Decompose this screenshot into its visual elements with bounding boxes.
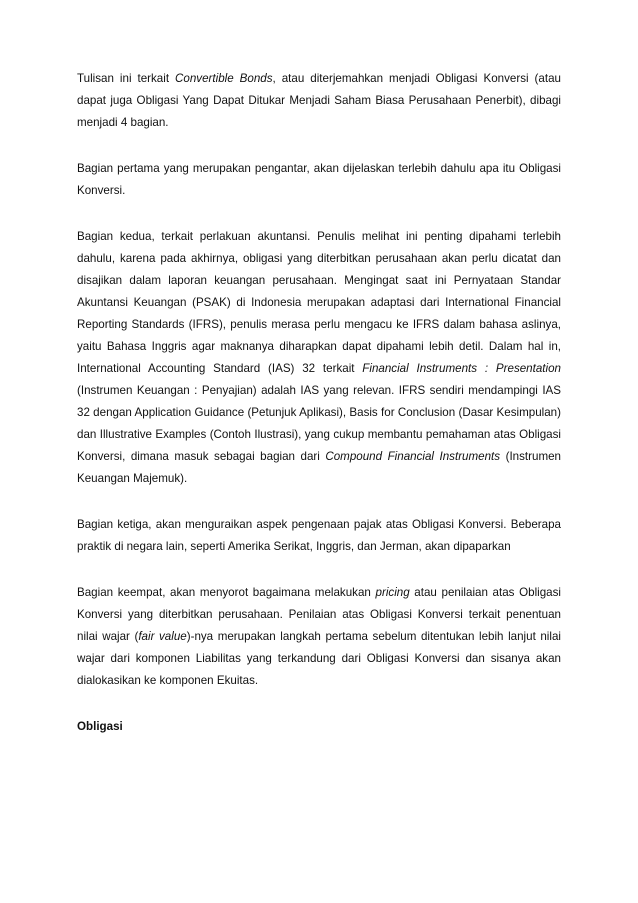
text-run: Bagian kedua, terkait perlakuan akuntansi. Penulis melihat ini penting dipahami terlebih dahulu, karena pada akhirnya, obligasi yang diterbitkan perusahaan akan perlu dicatat dan disajikan dalam laporan keuangan perusahaan. Mengingat saat ini Pernyataan Standar Akuntansi Keuangan (PSAK) di Indonesia merupakan adaptasi dari International Financial Reporting Standards (IFRS), penulis merasa perlu mengacu ke IFRS dalam bahasa aslinya, yaitu Bahasa Inggris agar maknanya diharapkan dapat dipahami lebih detil. Dalam hal in, International Accounting Standard (IAS) 32 terkait [77, 230, 561, 375]
section-heading: Obligasi [77, 720, 123, 733]
text-run: Tulisan ini terkait [77, 72, 176, 85]
document-body [77, 68, 561, 738]
text-run: (Instrumen Keuangan : Penyajian) adalah IAS yang relevan. IFRS sendiri mendampingi IAS 32 dengan Application Guidance (Petunjuk Aplikasi), Basis for Conclusion (Dasar Kesimpulan) dan Illustrative Examples (Contoh Ilustrasi), yang cukup membantu pemahaman atas Obligasi Konversi, dimana masuk sebagai bagian dari [77, 384, 561, 463]
italic-term: pricing [375, 586, 410, 599]
text-run: atau penilaian atas Obligasi Konversi yang diterbitkan perusahaan. Penilaian atas Obligasi Konversi terkait penentuan nilai wajar ( [77, 586, 561, 643]
paragraph-part-three [77, 514, 561, 558]
text-run: Bagian pertama yang merupakan pengantar, akan dijelaskan terlebih dahulu apa itu Obligasi Konversi. [77, 162, 561, 197]
paragraph-part-two [77, 226, 561, 490]
italic-term: fair value [138, 630, 187, 643]
text-run: Bagian keempat, akan menyorot bagaimana melakukan [77, 586, 376, 599]
text-run: , atau diterjemahkan menjadi Obligasi Konversi (atau dapat juga Obligasi Yang Dapat Ditukar Menjadi Saham Biasa Perusahaan Penerbit), dibagi menjadi 4 bagian. [77, 72, 561, 129]
text-run: )-nya merupakan langkah pertama sebelum ditentukan lebih lanjut nilai wajar dari komponen Liabilitas yang terkandung dari Obligasi Konversi dan sisanya akan dialokasikan ke komponen Ekuitas. [77, 630, 561, 687]
paragraph-intro [77, 68, 561, 134]
text-run: Bagian ketiga, akan menguraikan aspek pengenaan pajak atas Obligasi Konversi. Beberapa praktik di negara lain, seperti Amerika Serikat, Inggris, dan Jerman, akan dipaparkan [77, 518, 561, 553]
text-run: (Instrumen Keuangan Majemuk). [77, 450, 562, 485]
italic-term: Financial Instruments : Presentation [362, 362, 561, 375]
paragraph-part-four [77, 582, 561, 692]
italic-term: Compound Financial Instruments [325, 450, 501, 463]
italic-term: Convertible Bonds [175, 72, 273, 85]
paragraph-part-one [77, 158, 561, 202]
